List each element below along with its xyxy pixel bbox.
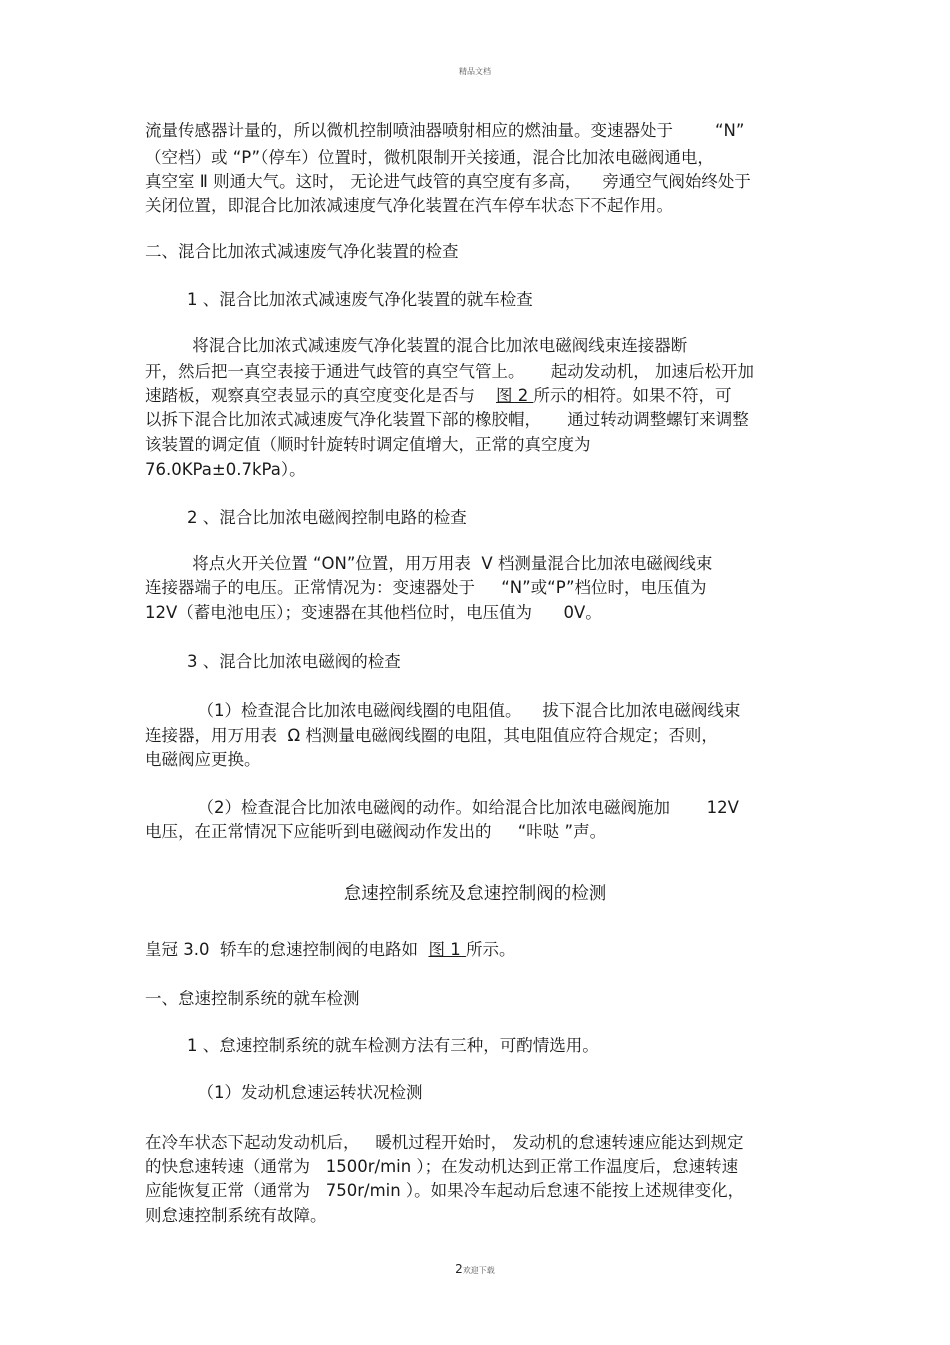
line-text: 电磁阀应更换。 — [145, 750, 261, 769]
text-line — [145, 750, 261, 770]
line-text: （空档）或 “P”（停车）位置时，微机限制开关接通，混合比加浓电磁阀通电， — [145, 148, 714, 167]
line-text: （1）发动机怠速运转状况检测 — [145, 1083, 423, 1102]
text-line — [145, 1133, 743, 1153]
text-line — [145, 1206, 327, 1226]
text-line — [145, 362, 754, 382]
line-text-after: 所示的相符。如果不符，可 — [533, 386, 732, 405]
line-text: 一、怠速控制系统的就车检测 — [145, 989, 360, 1008]
line-text: 以拆下混合比加浓式减速废气净化装置下部的橡胶帽， 通过转动调整螺钉来调整 — [145, 410, 749, 429]
page-footer — [0, 1262, 950, 1276]
line-text: 将混合比加浓式减速废气净化装置的混合比加浓电磁阀线束连接器断 — [145, 336, 688, 355]
figure-reference-link[interactable]: 图 1 — [428, 940, 466, 959]
line-text-after: 所示。 — [465, 940, 516, 959]
line-text: 开，然后把一真空表接于通进气歧管的真空气管上。 起动发动机， 加速后松开加 — [145, 362, 754, 381]
line-text: 真空室 Ⅱ 则通大气。这时， 无论进气歧管的真空度有多高， 旁通空气阀始终处于 — [145, 172, 751, 191]
text-line — [145, 1157, 738, 1177]
line-text: 皇冠 3.0 轿车的怠速控制阀的电路如 — [145, 940, 429, 959]
text-line — [145, 386, 731, 406]
text-line — [145, 410, 749, 430]
line-text: 1 、怠速控制系统的就车检测方法有三种，可酌情选用。 — [145, 1036, 599, 1055]
line-text: 二、混合比加浓式减速废气净化装置的检查 — [145, 242, 459, 261]
line-text: 连接器，用万用表 Ω 档测量电磁阀线圈的电阻，其电阻值应符合规定；否则， — [145, 726, 718, 745]
text-line — [145, 603, 602, 623]
line-text: 应能恢复正常（通常为 750r/min ）。如果冷车起动后怠速不能按上述规律变化， — [145, 1181, 745, 1200]
text-line — [145, 578, 707, 598]
text-line — [145, 435, 591, 455]
line-text: 在冷车状态下起动发动机后， 暖机过程开始时， 发动机的怠速转速应能达到规定 — [145, 1133, 744, 1152]
text-line — [145, 989, 360, 1009]
text-line — [145, 196, 673, 216]
text-line — [145, 460, 306, 480]
line-text: 12V（蓄电池电压）；变速器在其他档位时，电压值为 0V。 — [145, 603, 602, 622]
text-line — [145, 701, 740, 721]
text-line — [145, 798, 739, 818]
text-line — [145, 1181, 744, 1201]
line-text: 的快怠速转速（通常为 1500r/min ）；在发动机达到正常工作温度后，怠速转速 — [145, 1157, 739, 1176]
text-line — [145, 242, 459, 262]
line-text: 76.0KPa±0.7kPa）。 — [145, 460, 306, 479]
line-text: （2）检查混合比加浓电磁阀的动作。如给混合比加浓电磁阀施加 12V — [145, 798, 739, 817]
text-line — [145, 940, 515, 960]
section-title: 怠速控制系统及怠速控制阀的检测 — [343, 884, 607, 904]
line-text: 2 、混合比加浓电磁阀控制电路的检查 — [145, 508, 467, 527]
line-text: 将点火开关位置 “ON”位置，用万用表 V 档测量混合比加浓电磁阀线束 — [145, 554, 713, 573]
text-line — [145, 726, 718, 746]
line-text: 流量传感器计量的，所以微机控制喷油器喷射相应的燃油量。变速器处于 “N” — [145, 121, 745, 140]
text-line — [145, 652, 401, 672]
text-line — [145, 336, 687, 356]
text-line — [145, 290, 533, 310]
text-line — [145, 1036, 599, 1056]
line-text: 该装置的调定值（顺时针旋转时调定值增大，正常的真空度为 — [145, 435, 591, 454]
page-number: 2 — [455, 1262, 463, 1276]
line-text: 则怠速控制系统有故障。 — [145, 1206, 327, 1225]
line-text: 关闭位置，即混合比加浓减速度气净化装置在汽车停车状态下不起作用。 — [145, 196, 673, 215]
text-line — [145, 172, 751, 192]
line-text: 1 、混合比加浓式减速废气净化装置的就车检查 — [145, 290, 533, 309]
text-line — [145, 554, 712, 574]
text-line — [145, 121, 744, 141]
text-line — [145, 148, 714, 168]
line-text: 连接器端子的电压。正常情况为：变速器处于 “N”或“P”档位时，电压值为 — [145, 578, 707, 597]
figure-reference-link[interactable]: 图 2 — [495, 386, 534, 405]
page-header: 精品文档 — [459, 67, 491, 76]
line-text: （1）检查混合比加浓电磁阀线圈的电阻值。 拔下混合比加浓电磁阀线束 — [145, 701, 741, 720]
text-line — [145, 1083, 422, 1103]
footer-text: 欢迎下载 — [462, 1266, 495, 1275]
line-text: 速踏板，观察真空表显示的真空度变化是否与 — [145, 386, 496, 405]
text-line — [145, 508, 467, 528]
line-text: 电压，在正常情况下应能听到电磁阀动作发出的 “咔哒 ”声。 — [145, 822, 607, 841]
text-line — [145, 822, 606, 842]
line-text: 3 、混合比加浓电磁阀的检查 — [145, 652, 401, 671]
